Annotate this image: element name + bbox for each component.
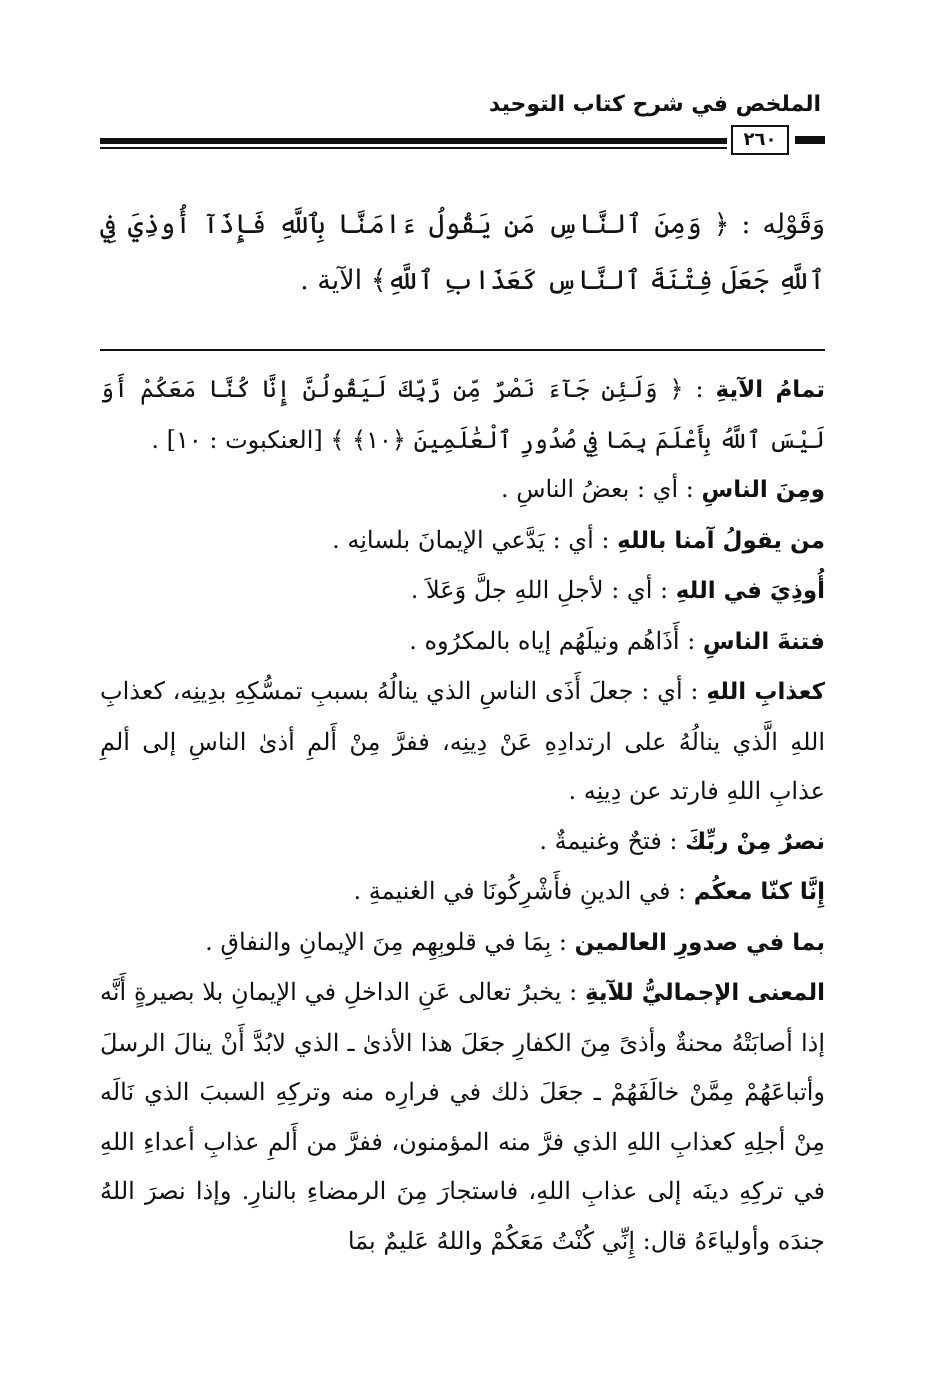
footnote-entry (100, 566, 825, 617)
footnote-term: تمامُ الآيةِ (715, 377, 826, 403)
footnote-entry (100, 817, 825, 868)
header-rule (100, 125, 825, 153)
footnote-entry (100, 667, 825, 817)
footnote-term: إِنَّا كنّا معكُم (693, 879, 825, 905)
footnote-text: : ﴿ وَلَئِن جَآءَ نَصْرٌ مِّن رَّبِّكَ لَيَقُولُنَّ إِنَّا كُنَّا مَعَكُمْ أَوَ لَيْسَ ٱللَّهُ بِأَعْلَمَ بِمَا فِي صُدُورِ ٱلْعَٰلَمِينَ ﴿١٠﴾ ﴾ [العنكبوت : ١٠] . (100, 375, 825, 454)
footnote-term: بما في صدورِ العالمين (574, 929, 825, 956)
footnote-entry (100, 918, 825, 969)
header-thin-line (100, 147, 727, 149)
footnote-text: : فتحٌ وغنيمةٌ . (539, 826, 686, 855)
footnote-divider (100, 349, 825, 351)
footnote-text: : أَذَاهُم ونيلَهُم إياه بالمكرُوه . (409, 626, 703, 655)
footnote-text: : أي : بعضُ الناسِ . (500, 475, 702, 503)
main-suffix: الآية . (300, 265, 371, 296)
book-page (100, 85, 825, 1266)
footnote-text: : أي : جعلَ أَذَى الناسِ الذي ينالُهُ بسببِ تمسُّكِهِ بدِينِه، كعذابِ اللهِ الَّذي ينالُهُ على ارتدادِهِ عَنْ دِينِه، ففرَّ مِنْ أَلمِ أذىٰ الناسِ إلى ألمِ عذابِ اللهِ فارتد عن دِينِه . (100, 677, 825, 805)
footnote-text: : أي : لأجلِ اللهِ جلَّ وَعَلاَ . (410, 576, 676, 604)
footnote-term: أُوذِيَ في اللهِ (675, 578, 825, 604)
header-thick-line (100, 138, 727, 144)
footnote-term: المعنى الإجماليُّ للآيةِ (584, 980, 825, 1006)
footnote-entry (100, 516, 825, 567)
footnote-entry (100, 867, 825, 918)
footnotes (100, 365, 825, 1266)
header-right-dash (795, 136, 825, 144)
footnote-entry (100, 968, 825, 1266)
page-number: ٢٦٠ (731, 125, 789, 155)
main-text (100, 197, 825, 309)
main-intro: وَقَوْلِه : (729, 209, 825, 240)
footnote-text: : أي : يَدَّعي الإيمانَ بلسانِه . (332, 525, 618, 554)
footnote-term: كعذابِ اللهِ (706, 679, 825, 705)
footnote-entry (100, 617, 825, 668)
footnote-term: فتنةَ الناسِ (702, 628, 825, 655)
footnote-entry (100, 365, 825, 465)
footnote-entry (100, 465, 825, 516)
footnote-term: من يقولُ آمنا باللهِ (617, 527, 825, 554)
quran-verse: ﴿ وَمِنَ ٱلنَّاسِ مَن يَقُولُ ءَامَنَّا بِٱللَّهِ فَإِذَآ أُوذِيَ فِي ٱللَّهِ جَعَلَ فِتْنَةَ ٱلنَّاسِ كَعَذَابِ ٱللَّهِ﴾ (100, 209, 825, 296)
footnote-term: نصرٌ مِنْ ربِّكَ (685, 828, 825, 855)
footnote-text: : في الدينِ فأَشْرِكُونَا في الغنيمةِ . (353, 877, 694, 905)
footnote-text: : يخبرُ تعالى عَنِ الداخلِ في الإيمانِ بلا بصيرةٍ أَنَّه إذا أصابَتْهُ محنةٌ وأذىً مِنَ الكفارِ جعَلَ هذا الأذىٰ ـ الذي لابُدَّ أَنْ ينالَ الرسلَ وأتباعَهُمْ مِمَّنْ خالَفَهُمْ ـ جعَلَ ذلك في فرارِه منه وتركِهِ السببَ الذي نَالَه مِنْ أجلِهِ كعذابِ اللهِ الذي فرَّ منه المؤمنون، ففرَّ من أَلمِ عذابِ أعداءِ اللهِ في تركِهِ دينَه إلى عذابِ اللهِ، فاستجارَ مِنَ الرمضاءِ بالنارِ. وإذا نصرَ اللهُ جندَه وأولياءَهُ قال: إِنِّي كُنْتُ مَعَكُمْ واللهُ عَليمٌ بمَا (100, 978, 825, 1255)
footnote-text: : بِمَا في قلوبِهِم مِنَ الإيمانِ والنفاقِ . (205, 927, 575, 956)
running-head: الملخص في شرح كتاب التوحيد (488, 92, 821, 117)
footnote-term: ومِنَ الناسِ (701, 477, 825, 503)
